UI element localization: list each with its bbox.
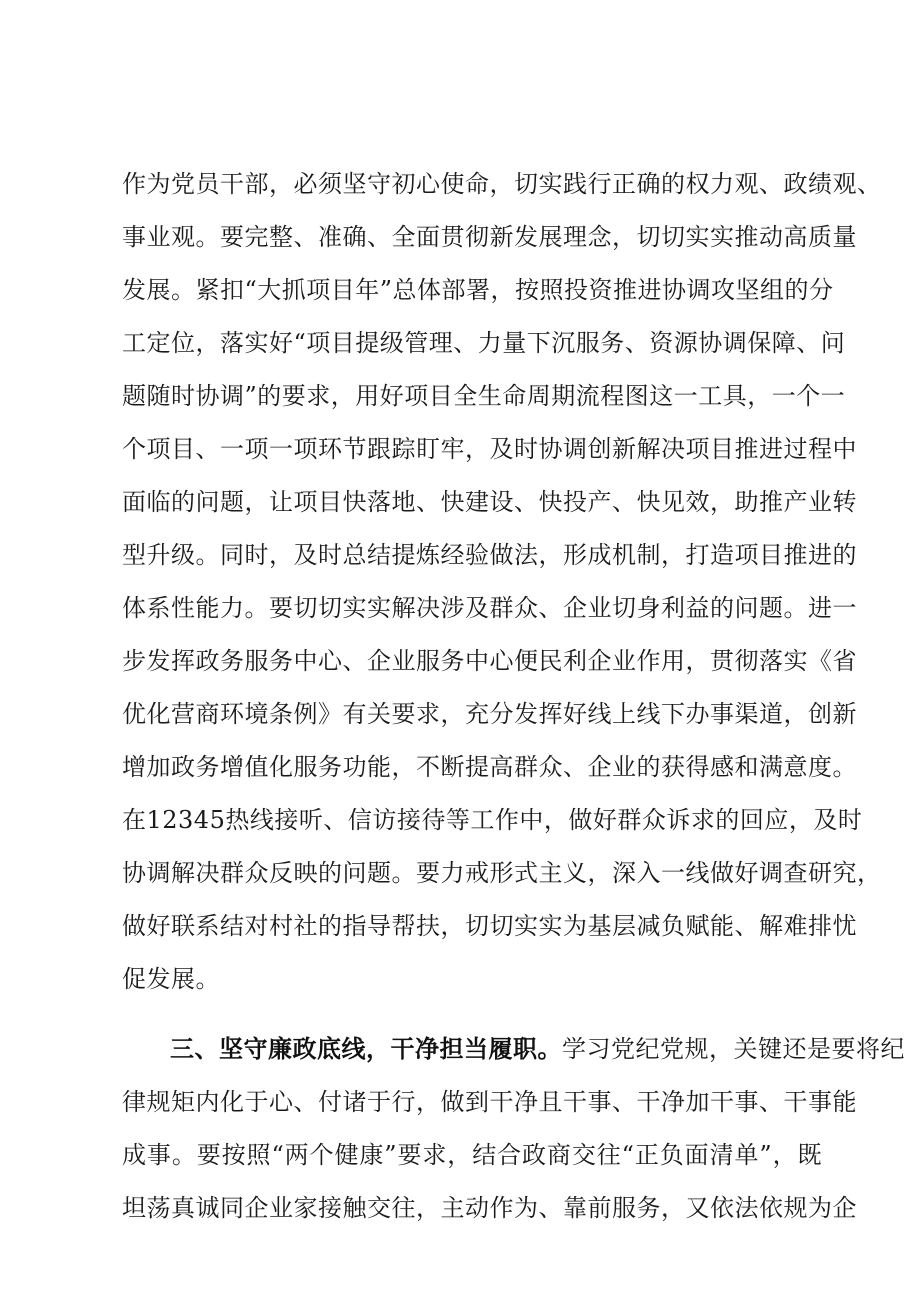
paragraph-2-line-2: 律规矩内化于心、付诸于行，做到干净且干事、干净加干事、干事能 (122, 1088, 857, 1116)
paragraph-1-line-15: 做好联系结对村社的指导帮扶，切切实实为基层减负赋能、解难排忧 (122, 912, 857, 940)
paragraph-1-line-16: 促发展。 (122, 965, 220, 993)
paragraph-1-line-8: 型升级。同时，及时总结提炼经验做法，形成机制，打造项目推进的 (122, 541, 857, 569)
paragraph-2-line-1 (170, 1029, 905, 1069)
paragraph-2-line-4: 坦荡真诚同企业家接触交往，主动作为、靠前服务，又依法依规为企 (122, 1194, 857, 1222)
paragraph-1-line-5: 题随时协调”的要求，用好项目全生命周期流程图这一工具，一个一 (122, 382, 846, 410)
section-heading: 三、坚守廉政底线，干净担当履职。 (170, 1035, 562, 1063)
paragraph-1-line-4: 工定位，落实好“项目提级管理、力量下沉服务、资源协调保障、问 (122, 329, 846, 357)
paragraph-1-line-11: 优化营商环境条例》有关要求，充分发挥好线上线下办事渠道，创新 (122, 700, 857, 728)
paragraph-1-line-2: 事业观。要完整、准确、全面贯彻新发展理念，切切实实推动高质量 (122, 223, 857, 251)
paragraph-1-line-3: 发展。紧扣“大抓项目年”总体部署，按照投资推进协调攻坚组的分 (122, 276, 834, 304)
paragraph-1-line-9: 体系性能力。要切切实实解决涉及群众、企业切身利益的问题。进一 (122, 594, 857, 622)
paragraph-1-line-1: 作为党员干部，必须坚守初心使命，切实践行正确的权力观、政绩观、 (122, 170, 882, 198)
paragraph-1-line-6: 个项目、一项一项环节跟踪盯牢，及时协调创新解决项目推进过程中 (122, 435, 857, 463)
paragraph-1-line-10: 步发挥政务服务中心、企业服务中心便民利企业作用，贯彻落实《省 (122, 647, 857, 675)
paragraph-1-line-7: 面临的问题，让项目快落地、快建设、快投产、快见效，助推产业转 (122, 488, 857, 516)
paragraph-2-line-3: 成事。要按照“两个健康”要求，结合政商交往“正负面清单”，既 (122, 1141, 822, 1169)
paragraph-1-line-14: 协调解决群众反映的问题。要力戒形式主义，深入一线做好调查研究， (122, 859, 882, 887)
paragraph-2-line-1-text: 学习党纪党规，关键还是要将纪 (562, 1035, 905, 1063)
paragraph-1-line-12: 增加政务增值化服务功能，不断提高群众、企业的获得感和满意度。 (122, 753, 857, 781)
paragraph-1-line-13: 在12345热线接听、信访接待等工作中，做好群众诉求的回应，及时 (122, 806, 863, 834)
